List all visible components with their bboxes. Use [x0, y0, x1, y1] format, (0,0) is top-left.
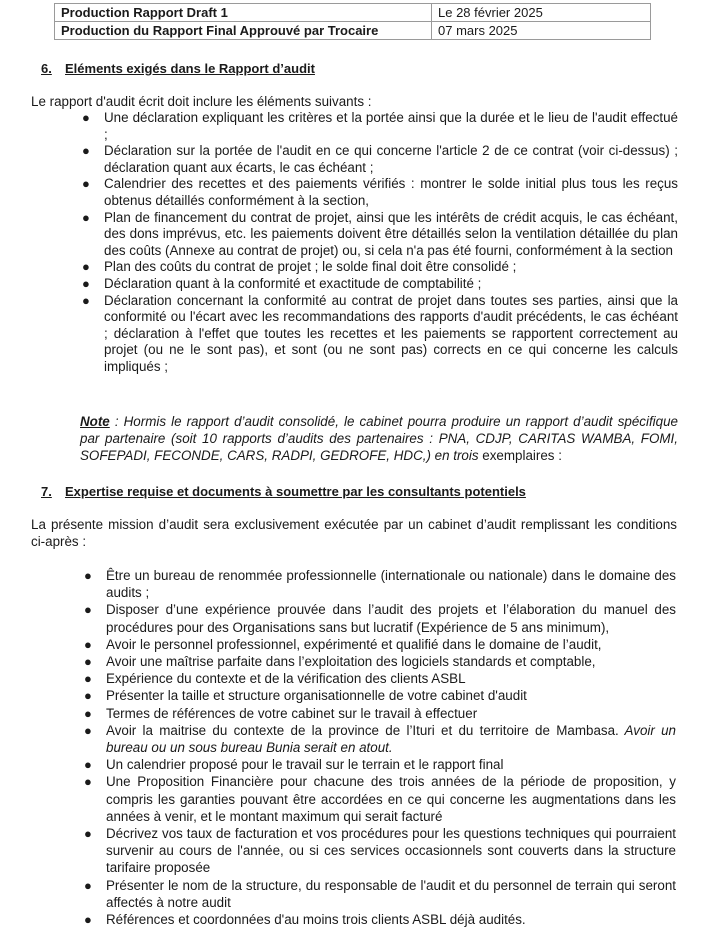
list-item	[82, 143, 678, 176]
list-item-text: Une Proposition Financière pour chacune des trois années de la période de proposition, y compris les garanties pouvant être accordées en ce qui concerne les augmentations dans les années à venir, et le montant maximum qui serait facturé	[106, 774, 676, 824]
list-item	[84, 653, 676, 670]
list-item	[84, 705, 676, 722]
bullet-icon: ●	[84, 774, 92, 790]
list-item-italic-note: Avoir un bureau ou un sous bureau Bunia serait en atout.	[106, 722, 677, 756]
list-item-text: Une déclaration expliquant les critères et la portée ainsi que la durée et le lieu de l'audit effectué ;	[104, 110, 678, 142]
bullet-icon: ●	[84, 568, 92, 583]
bullet-icon: ●	[84, 688, 92, 704]
list-item	[84, 773, 676, 825]
list-item-text: Plan de financement du contrat de projet, ainsi que les intérêts de crédit acquis, le cas échéant, des dons imprévus, etc. les paiements doivent être détaillés selon la ventilation détaillée du plan des coûts (Annexe au contrat de projet) ou, si cela n'a pas été fourni, conformément à la section	[104, 209, 678, 258]
list-item	[82, 259, 678, 276]
list-item-text: Déclaration concernant la conformité au contrat de projet dans toutes ses parties, ainsi que la conformité ou l'écart avec les recommandations des rapports d'audit précédents, le cas échéant ; déclaration à l'effet que toutes les recettes et les paiements se rapportent correctement au projet (ou ne le sont pas), et sont (ou ne sont pas) corrects en ce qui concerne les calculs impliqués ;	[104, 292, 678, 374]
bullet-icon: ●	[82, 143, 90, 159]
header-final-date: 07 mars 2025	[432, 22, 651, 40]
list-item	[82, 275, 678, 293]
list-item	[84, 825, 676, 877]
list-item-text: Références et coordonnées d'au moins trois clients ASBL déjà audités.	[106, 912, 526, 928]
note-tail: exemplaires :	[478, 448, 562, 463]
list-item	[84, 601, 676, 635]
list-item-text: Décrivez vos taux de facturation et vos procédures pour les questions techniques qui pourraient survenir au cours de l'année, ou si ces services occasionnels sont couverts dans la structure tarifaire proposée	[106, 826, 676, 876]
list-item	[84, 687, 676, 704]
section-6-number: 6.	[41, 61, 52, 76]
list-item	[82, 176, 678, 209]
section-6-title: Eléments exigés dans le Rapport d’audit	[65, 61, 315, 76]
header-draft-date: Le 28 février 2025	[432, 4, 651, 22]
list-item-text: Un calendrier proposé pour le travail sur le terrain et le rapport final	[106, 757, 504, 773]
header-draft-label: Production Rapport Draft 1	[55, 4, 432, 22]
header-table	[54, 3, 651, 40]
section-7-number: 7.	[41, 484, 52, 499]
bullet-icon: ●	[84, 654, 92, 670]
list-item-text: Disposer d’une expérience prouvée dans l’audit des projets et l’élaboration du manuel des procédures pour des Organisations sans but lucratif (Expérience de 5 ans minimum),	[106, 602, 676, 635]
list-item-text: Avoir le personnel professionnel, expérimenté et qualifié dans le domaine de l’audit,	[106, 636, 602, 652]
list-item-text: Plan des coûts du contrat de projet ; le solde final doit être consolidé ;	[104, 259, 517, 275]
list-item	[84, 756, 676, 773]
section-7-heading	[41, 484, 526, 499]
list-item-text: Présenter le nom de la structure, du responsable de l'audit et du personnel de terrain qui seront affectés à notre audit	[106, 877, 676, 910]
list-item-text: Avoir la maitrise du contexte de la province de l’Ituri et du territoire de Mambasa.	[106, 722, 619, 738]
list-item-text: Termes de références de votre cabinet sur le travail à effectuer	[106, 705, 478, 721]
list-item-text: Déclaration sur la portée de l'audit en ce qui concerne l'article 2 de ce contrat (voir ci-dessus) ; déclaration quant aux écarts, le cas échéant ;	[104, 143, 678, 175]
section-6-heading	[41, 61, 315, 76]
note-paragraph	[80, 413, 678, 464]
section-7-title: Expertise requise et documents à soumettre par les consultants potentiels	[65, 484, 526, 499]
bullet-icon: ●	[82, 292, 90, 308]
list-item-text: Calendrier des recettes et des paiements vérifiés : montrer le solde initial plus tous les reçus obtenus détaillés conformément à la section,	[104, 176, 678, 208]
bullet-icon: ●	[82, 275, 90, 291]
list-item-text: Déclaration quant à la conformité et exactitude de comptabilité ;	[104, 275, 482, 291]
bullet-icon: ●	[84, 877, 92, 893]
list-item	[84, 670, 676, 687]
bullet-icon: ●	[84, 912, 92, 928]
bullet-icon: ●	[82, 110, 90, 125]
list-item-text: Présenter la taille et structure organisationnelle de votre cabinet d'audit	[106, 688, 527, 704]
list-item	[82, 110, 678, 143]
bullet-icon: ●	[82, 259, 90, 275]
list-item	[82, 209, 678, 260]
list-item	[82, 292, 678, 376]
section-7-intro: La présente mission d’audit sera exclusivement exécutée par un cabinet d’audit remplissant les conditions ci-après :	[31, 517, 677, 549]
section-7-list	[84, 567, 677, 928]
bullet-icon: ●	[84, 602, 92, 618]
header-final-label: Production du Rapport Final Approuvé par Trocaire	[55, 22, 432, 40]
bullet-icon: ●	[84, 826, 92, 842]
list-item-text: Être un bureau de renommée professionnelle (internationale ou nationale) dans le domaine des audits ;	[106, 568, 676, 601]
list-item	[84, 877, 676, 911]
bullet-icon: ●	[84, 705, 92, 721]
list-item	[84, 567, 676, 601]
bullet-icon: ●	[82, 176, 90, 192]
bullet-icon: ●	[84, 757, 92, 773]
list-item	[84, 911, 676, 928]
note-label: Note	[80, 414, 110, 429]
list-item	[84, 722, 677, 756]
bullet-icon: ●	[84, 671, 92, 687]
bullet-icon: ●	[84, 722, 92, 738]
bullet-icon: ●	[84, 636, 92, 652]
list-item-text: Avoir une maîtrise parfaite dans l’exploitation des logiciels standards et comptable,	[106, 654, 596, 670]
section-6-list	[82, 110, 678, 376]
list-item	[84, 636, 676, 653]
note-text: : Hormis le rapport d’audit consolidé, le cabinet pourra produire un rapport d’audit spécifique par partenaire (soit 10 rapports d’audits des partenaires : PNA, CDJP, CARITAS WAMBA, FOMI, SOFEPADI, FECONDE, CARS, RADPI, GEDROFE, HDC,) en trois	[80, 414, 678, 463]
section-6-intro: Le rapport d'audit écrit doit inclure les éléments suivants :	[31, 94, 372, 109]
bullet-icon: ●	[82, 209, 90, 225]
list-item-text: Expérience du contexte et de la vérification des clients ASBL	[106, 671, 466, 687]
